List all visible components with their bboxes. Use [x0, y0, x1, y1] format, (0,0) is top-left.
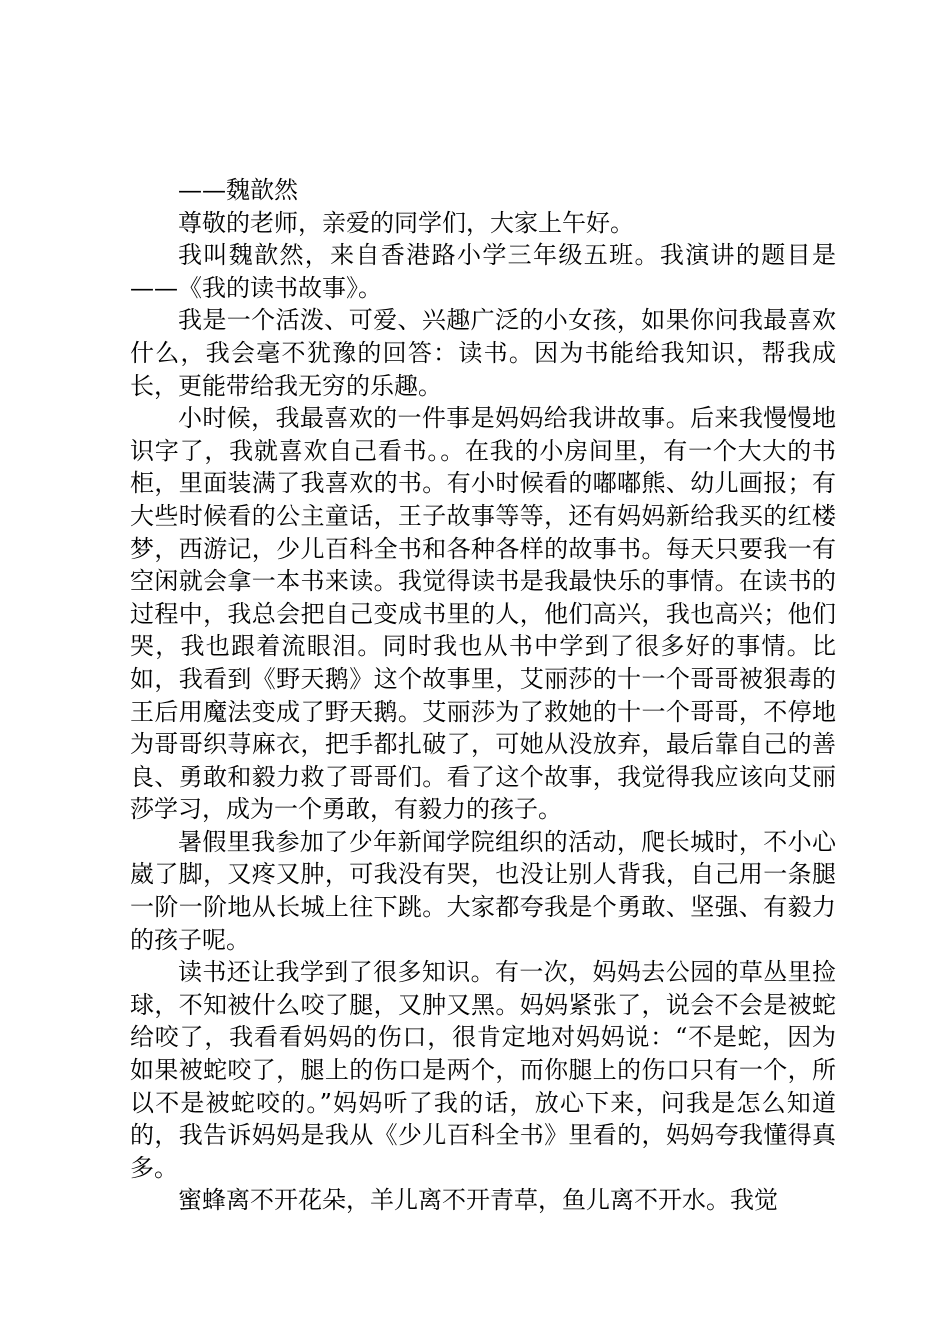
paragraph-love-reading: 我是一个活泼、可爱、兴趣广泛的小女孩，如果你问我最喜欢什么，我会毫不犹豫的回答：读书。因为书能给我知识，帮我成长，更能带给我无穷的乐趣。: [130, 306, 836, 400]
paragraph-great-wall: 暑假里我参加了少年新闻学院组织的活动，爬长城时，不小心崴了脚，又疼又肿，可我没有哭，也没让别人背我，自己用一条腿一阶一阶地从长城上往下跳。大家都夸我是个勇敢、坚强、有毅力的孩子呢。: [130, 827, 836, 954]
paragraph-introduction: 我叫魏歆然，来自香港路小学三年级五班。我演讲的题目是——《我的读书故事》。: [130, 241, 836, 302]
author-line: ——魏歆然: [178, 176, 298, 204]
paragraph-childhood-books: 小时候，我最喜欢的一件事是妈妈给我讲故事。后来我慢慢地识字了，我就喜欢自己看书。。在我的小房间里，有一个大大的书柜，里面装满了我喜欢的书。有小时候看的嘟嘟熊、幼儿画报；有大些时候看的公主童话，王子故事等等，还有妈妈新给我买的红楼梦，西游记，少儿百科全书和各种各样的故事书。每天只要我一有空闲就会拿一本书来读。我觉得读书是我最快乐的事情。在读书的过程中，我总会把自己变成书里的人，他们高兴，我也高兴；他们哭，我也跟着流眼泪。同时我也从书中学到了很多好的事情。比如，我看到《野天鹅》这个故事里，艾丽莎的十一个哥哥被狠毒的王后用魔法变成了野天鹅。艾丽莎为了救她的十一个哥哥，不停地为哥哥织荨麻衣，把手都扎破了，可她从没放弃，最后靠自己的善良、勇敢和毅力救了哥哥们。看了这个故事，我觉得我应该向艾丽莎学习，成为一个勇敢，有毅力的孩子。: [130, 404, 836, 824]
paragraph-knowledge: 读书还让我学到了很多知识。有一次，妈妈去公园的草丛里捡球，不知被什么咬了腿，又肿又黑。妈妈紧张了，说会不会是被蛇给咬了，我看看妈妈的伤口，很肯定地对妈妈说：“不是蛇，因为如果被蛇咬了，腿上的伤口是两个，而你腿上的伤口只有一个，所以不是被蛇咬的。”妈妈听了我的话，放心下来，问我是怎么知道的，我告诉妈妈是我从《少儿百科全书》里看的，妈妈夸我懂得真多。: [130, 958, 836, 1182]
paragraph-greeting: 尊敬的老师，亲爱的同学们，大家上午好。: [178, 208, 634, 237]
speech-text: [130, 174, 836, 1217]
paragraph-closing: 蜜蜂离不开花朵，羊儿离不开青草，鱼儿离不开水。我觉: [178, 1186, 778, 1215]
